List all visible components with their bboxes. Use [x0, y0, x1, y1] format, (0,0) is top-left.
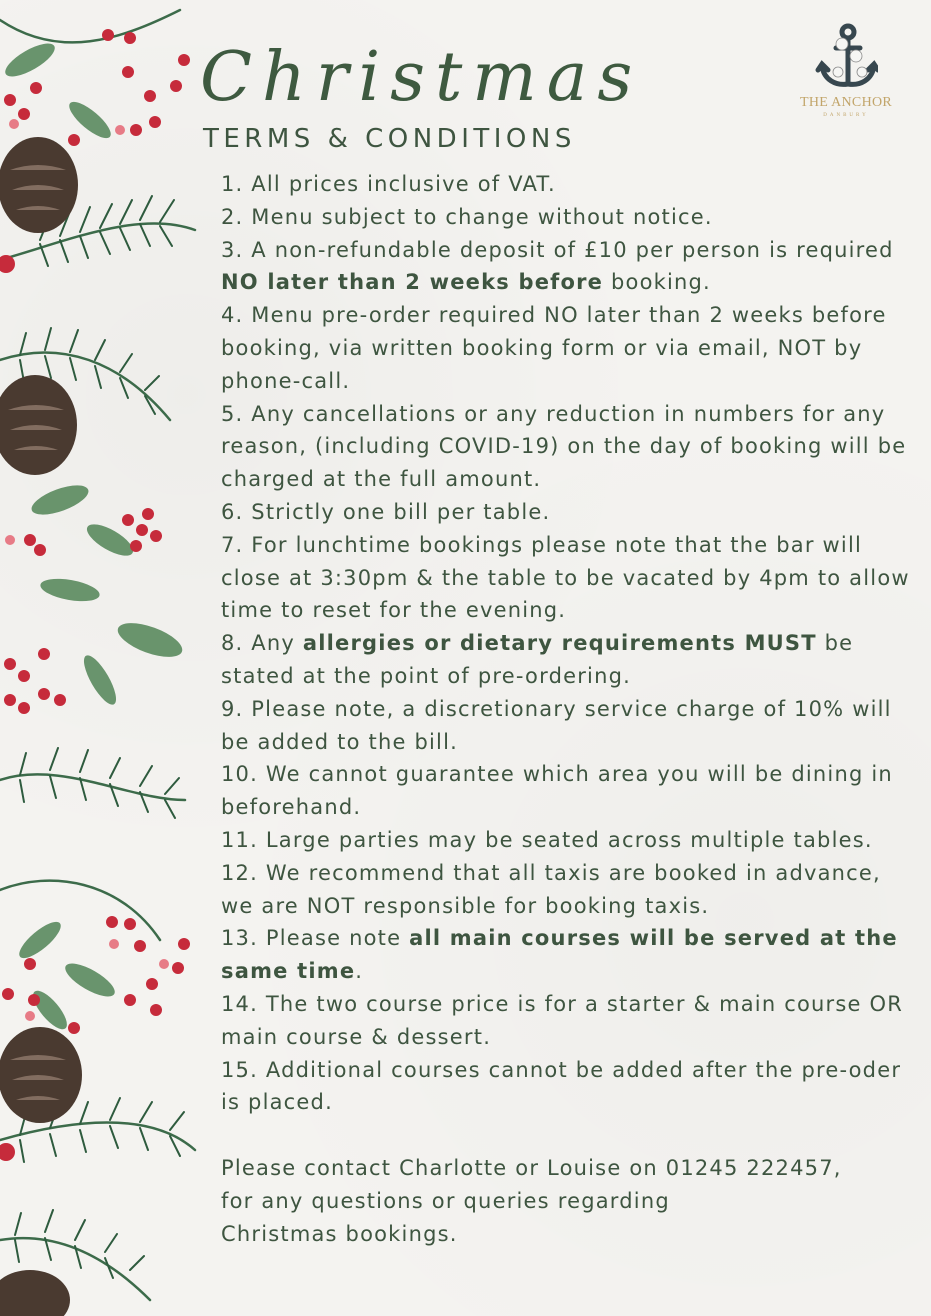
- term-item: 6. Strictly one bill per table.: [221, 499, 551, 524]
- term-emphasis: all main courses will be served at the same time: [221, 926, 898, 984]
- contact-line: Christmas bookings.: [221, 1221, 458, 1246]
- contact-line: Please contact Charlotte or Louise on 01245 222457,: [221, 1155, 842, 1180]
- page-subtitle: TERMS & CONDITIONS: [203, 124, 576, 154]
- term-item: 8. Any allergies or dietary requirements MUST be stated at the point of pre-ordering.: [221, 631, 854, 688]
- term-item: 12. We recommend that all taxis are booked in advance, we are NOT responsible for booking taxis.: [221, 860, 881, 918]
- term-item: 9. Please note, a discretionary service charge of 10% will be added to the bill.: [221, 696, 892, 754]
- logo-subname: DANBURY: [823, 113, 869, 118]
- terms-list: [221, 168, 911, 1250]
- term-emphasis: allergies or dietary requirements MUST: [302, 631, 817, 656]
- term-item: 2. Menu subject to change without notice.: [221, 204, 713, 229]
- the-anchor-logo: [790, 22, 902, 118]
- contact-info: [221, 1152, 911, 1250]
- term-item: 1. All prices inclusive of VAT.: [221, 172, 556, 196]
- term-emphasis: NO later than 2 weeks before: [221, 270, 604, 295]
- term-item: 4. Menu pre-order required NO later than 2 weeks before booking, via written booking form or via email, NOT by phone-call.: [221, 303, 887, 393]
- term-item: 5. Any cancellations or any reduction in numbers for any reason, (including COVID-19) on the day of booking will be charged at the full amount.: [221, 401, 907, 492]
- anchor-with-flowers-icon: [814, 22, 878, 94]
- term-item: 10. We cannot guarantee which area you will be dining in beforehand.: [221, 762, 893, 820]
- term-item: 3. A non-refundable deposit of £10 per person is required NO later than 2 weeks before booking.: [221, 237, 894, 295]
- term-item: 11. Large parties may be seated across multiple tables.: [221, 827, 873, 852]
- logo-name: THE ANCHOR: [799, 95, 893, 110]
- term-item: 14. The two course price is for a starter & main course OR main course & dessert.: [221, 991, 904, 1049]
- contact-line: for any questions or queries regarding: [221, 1188, 670, 1213]
- christmas-garland-illustration: [0, 0, 200, 1316]
- term-item: 13. Please note all main courses will be served at the same time.: [221, 926, 898, 984]
- page-title: Christmas: [200, 38, 643, 117]
- term-item: 15. Additional courses cannot be added after the pre-oder is placed.: [221, 1057, 902, 1115]
- term-item: 7. For lunchtime bookings please note that the bar will close at 3:30pm & the table to be vacated by 4pm to allow time to reset for the evening.: [221, 532, 910, 623]
